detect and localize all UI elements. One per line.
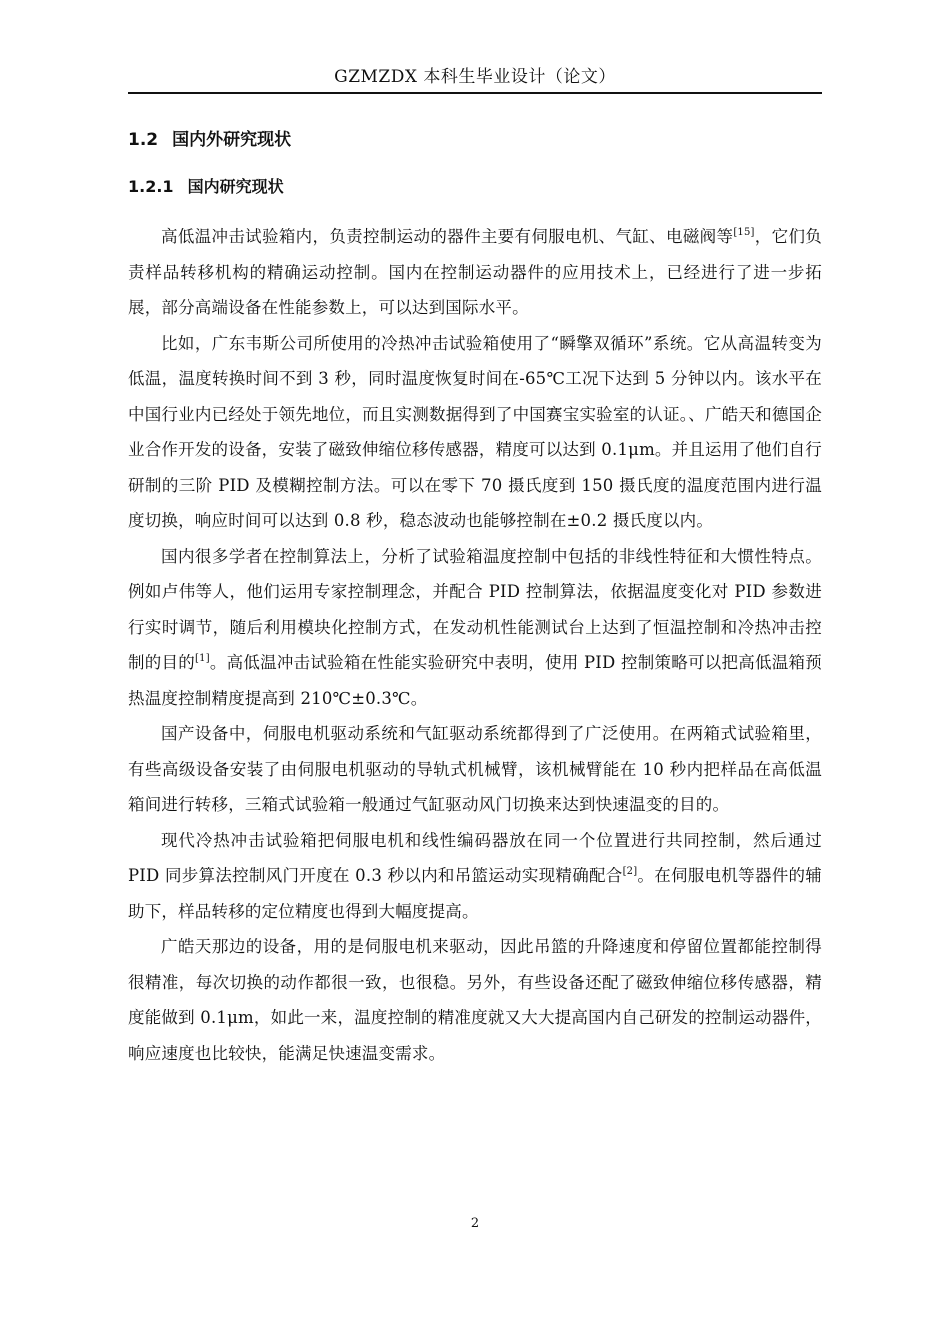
subsection-heading — [128, 175, 284, 199]
running-header: GZMZDX 本科生毕业设计（论文） — [334, 67, 616, 87]
citation: [15] — [733, 227, 755, 238]
paragraph-text: 。高低温冲击试验箱在性能实验研究中表明，使用 PID 控制策略可以把高低温箱预热温度控制精度提高到 210℃±0.3℃。 — [128, 653, 822, 708]
section-title: 国内外研究现状 — [172, 130, 292, 150]
section-number: 1.2 — [128, 130, 159, 150]
paragraph — [128, 823, 822, 930]
body-text — [128, 219, 822, 1071]
subsection-number: 1.2.1 — [128, 177, 174, 196]
section-heading — [128, 128, 291, 152]
paragraph-text: 国产设备中，伺服电机驱动系统和气缸驱动系统都得到了广泛使用。在两箱式试验箱里，有些高级设备安装了由伺服电机驱动的导轨式机械臂，该机械臂能在 10 秒内把样品在高低温箱间进行转移，三箱式试验箱一般通过气缸驱动风门切换来达到快速温变的目的。 — [128, 724, 822, 814]
paragraph — [128, 219, 822, 326]
citation: [1] — [195, 653, 210, 664]
paragraph-text: ，它们负责样品转移机构的精确运动控制。国内在控制运动器件的应用技术上，已经进行了进一步拓展，部分高端设备在性能参数上，可以达到国际水平。 — [128, 227, 822, 317]
paragraph — [128, 326, 822, 539]
paragraph — [128, 716, 822, 823]
paragraph — [128, 539, 822, 717]
page-number: 2 — [470, 1216, 480, 1231]
paragraph-text: 广皓天那边的设备，用的是伺服电机来驱动，因此吊篮的升降速度和停留位置都能控制得很精准，每次切换的动作都很一致，也很稳。另外，有些设备还配了磁致伸缩位移传感器，精度能做到 0.1μm，如此一来，温度控制的精准度就又大大提高国内自己研发的控制运动器件，响应速度也比较快，能满足快速温变需求。 — [128, 937, 822, 1063]
paragraph — [128, 929, 822, 1071]
paragraph-text: 现代冷热冲击试验箱把伺服电机和线性编码器放在同一个位置进行共同控制，然后通过 PID 同步算法控制风门开度在 0.3 秒以内和吊篮运动实现精确配合 — [128, 830, 822, 885]
paragraph-text: 高低温冲击试验箱内，负责控制运动的器件主要有伺服电机、气缸、电磁阀等 — [161, 227, 734, 246]
paragraph-text: 比如，广东韦斯公司所使用的冷热冲击试验箱使用了“瞬擎双循环”系统。它从高温转变为低温，温度转换时间不到 3 秒，同时温度恢复时间在-65℃工况下达到 5 分钟以内。该水平在中国行业内已经处于领先地位，而且实测数据得到了中国赛宝实验室的认证。、广皓天和德国企业合作开发的设备，安装了磁致伸缩位移传感器，精度可以达到 0.1μm。并且运用了他们自行研制的三阶 PID 及模糊控制方法。可以在零下 70 摄氏度到 150 摄氏度的温度范围内进行温度切换，响应时间可以达到 0.8 秒，稳态波动也能够控制在±0.2 摄氏度以内。 — [128, 333, 822, 530]
paragraph-text: 国内很多学者在控制算法上，分析了试验箱温度控制中包括的非线性特征和大惯性特点。例如卢伟等人，他们运用专家控制理念，并配合 PID 控制算法，依据温度变化对 PID 参数进行实时调节，随后利用模块化控制方式，在发动机性能测试台上达到了恒温控制和冷热冲击控制的目的 — [128, 546, 822, 672]
paragraph-text: 。在伺服电机等器件的辅助下，样品转移的定位精度也得到大幅度提高。 — [128, 866, 823, 921]
subsection-title: 国内研究现状 — [187, 177, 284, 196]
header-rule — [128, 92, 822, 94]
citation: [2] — [622, 866, 638, 877]
